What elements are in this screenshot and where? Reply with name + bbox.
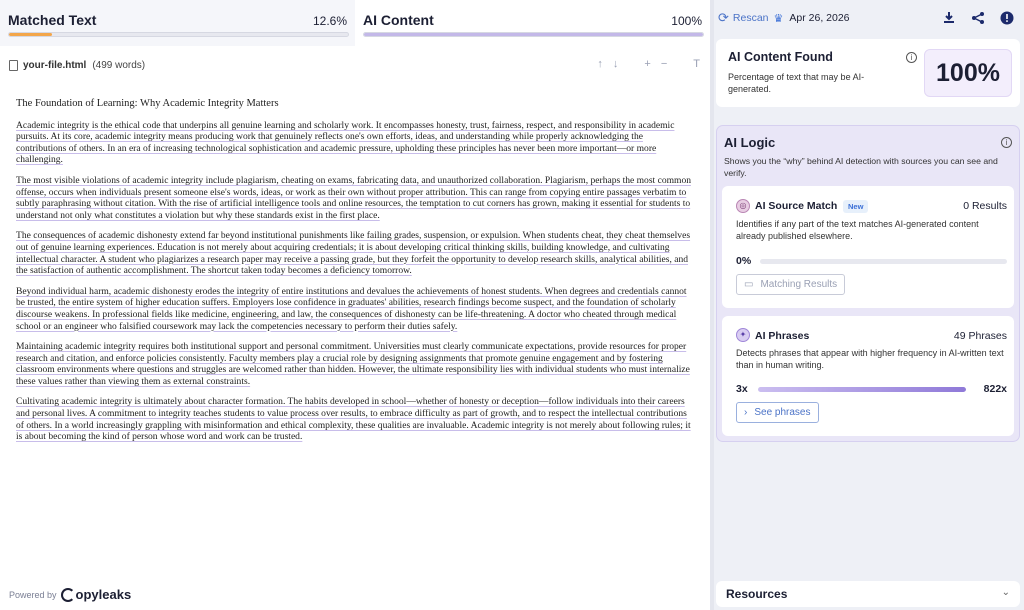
arrow-up-icon[interactable]: ↑ xyxy=(597,58,603,70)
download-icon[interactable] xyxy=(941,10,956,25)
document-paragraph: Academic integrity is the ethical code that underpins all genuine learning and scholarly work. It encompasses honesty, trust, fairness, respect, and responsibility in academic pursuits. At its core, academic integrity means producing work that genuinely reflects one's own efforts, ideas, and understanding while properly acknowledging the contributions of others. In an era of increasing technological sophistication and academic pressure, upholding these principles has never been more important—or more challenging. xyxy=(16,119,675,166)
file-icon xyxy=(9,60,18,71)
report-tabs xyxy=(0,0,710,46)
document-paragraph: Beyond individual harm, academic dishonesty erodes the integrity of entire institutions and devalues the achievements of honest students. When degrees and credentials cannot be trusted, the entire system of higher education suffers. Employers lose confidence in graduates' abilities, research findings become suspect, and the foundation of scholarly discourse weakens. In professional fields like medicine, engineering, and law, the consequences of dishonesty can be life-threatening. A doctor who cheated through medical school or an engineer who falsified coursework may lack the competencies necessary to perform their duties safely. xyxy=(16,285,687,332)
ai-logic-panel xyxy=(716,125,1020,442)
rescan-button[interactable]: Rescan xyxy=(732,12,769,24)
crown-icon: ♛ xyxy=(773,12,784,25)
see-phrases-label: See phrases xyxy=(754,407,811,418)
ai-score: 100% xyxy=(924,49,1012,97)
document-toolbar xyxy=(597,58,700,70)
alert-icon[interactable] xyxy=(999,10,1014,25)
phrases-icon: ✦ xyxy=(736,328,750,342)
file-word-count: (499 words) xyxy=(92,59,146,71)
copyleaks-logo-icon xyxy=(61,588,75,602)
topbar-actions xyxy=(941,10,1014,25)
tab-ai-percent: 100% xyxy=(671,14,702,28)
document-paragraph: Cultivating academic integrity is ultimately about character formation. The habits developed in school—whether of honesty or deception—follow individuals into their careers and personal lives. A commitment to integrity teaches students to value process over results, to embrace difficulty as part of growth, and to respect the intellectual contributions of others. In a world increasingly grappling with misinformation and ethical complexity, these qualities are invaluable. Academic integrity is not merely about following rules; it is about becoming the kind of person whose word and work can be trusted. xyxy=(16,396,691,443)
report-topbar xyxy=(714,0,1024,36)
tab-matched-title: Matched Text xyxy=(8,12,97,28)
document-content xyxy=(16,98,694,452)
scan-date: Apr 26, 2026 xyxy=(789,12,850,24)
share-icon[interactable] xyxy=(970,10,985,25)
document-paragraph: The consequences of academic dishonesty extend far beyond institutional punishments like failing grades, suspension, or expulsion. When students cheat, they cheat themselves out of genuine learning experiences. Education is not merely about acquiring credentials; it is about developing critical thinking skills, building knowledge, and cultivating intellectual character. A student who plagiarizes a research paper may receive a passing grade, but they forfeit the opportunity to develop research skills, analytical abilities, and the satisfaction of authentic accomplishment. The shortcut taken today becomes a deficiency tomorrow. xyxy=(16,230,691,277)
source-match-title: AI Source Match xyxy=(755,200,838,212)
ai-content-found-card xyxy=(716,39,1020,107)
text-size-icon[interactable]: T xyxy=(693,58,700,70)
ai-phrases-card xyxy=(722,316,1014,436)
source-match-icon: ◎ xyxy=(736,199,750,213)
phrases-frequency-bar xyxy=(758,387,966,392)
tab-matched-text[interactable] xyxy=(0,0,355,46)
copyleaks-logo[interactable] xyxy=(61,587,132,602)
source-match-percent: 0% xyxy=(736,255,752,267)
info-icon[interactable]: i xyxy=(906,52,917,63)
report-sidebar xyxy=(714,0,1024,610)
source-match-description: Identifies if any part of the text matches AI-generated content already published elsewhere. xyxy=(736,219,979,241)
powered-by-text: Powered by xyxy=(9,589,57,600)
phrases-count: 49 Phrases xyxy=(953,330,1007,342)
ai-found-description: Percentage of text that may be AI-generated. xyxy=(728,72,865,94)
chevron-right-icon: › xyxy=(744,407,748,418)
ai-found-title: AI Content Found xyxy=(728,50,833,64)
copyleaks-wordmark: opyleaks xyxy=(75,587,132,602)
powered-by xyxy=(9,587,131,602)
matched-progress-bar xyxy=(8,32,349,37)
ai-progress-fill xyxy=(364,33,703,36)
info-icon[interactable]: i xyxy=(1001,137,1012,148)
chevron-down-icon[interactable]: ⌄ xyxy=(1001,587,1010,598)
file-name: your-file.html xyxy=(23,59,87,71)
see-phrases-button[interactable] xyxy=(736,402,819,423)
ai-logic-description: Shows you the “why” behind AI detection with sources you can see and verify. xyxy=(724,156,998,178)
phrases-bar-end: 822x xyxy=(983,383,1007,395)
source-match-bar xyxy=(760,259,1007,264)
matched-progress-fill xyxy=(9,33,52,36)
phrases-bar-start: 3x xyxy=(736,383,748,395)
tab-ai-title: AI Content xyxy=(363,12,434,28)
resources-title: Resources xyxy=(726,587,788,601)
tab-matched-percent: 12.6% xyxy=(312,14,347,28)
matching-results-button[interactable] xyxy=(736,274,845,295)
rescan-icon[interactable]: ⟳ xyxy=(718,10,729,25)
ai-logic-title: AI Logic xyxy=(724,135,776,150)
document-title: The Foundation of Learning: Why Academic Integrity Matters xyxy=(16,98,279,109)
matching-results-label: Matching Results xyxy=(760,279,838,290)
plus-icon[interactable]: + xyxy=(644,58,651,70)
source-match-count: 0 Results xyxy=(963,200,1007,212)
ai-source-match-card xyxy=(722,186,1014,308)
document-paragraph: The most visible violations of academic integrity include plagiarism, cheating on exams, fabricating data, and unauthorized collaboration. Plagiarism, perhaps the most common offense, occurs when individuals present someone else's words, ideas, or work as their own without proper attribution. This can range from copying entire passages verbatim to subtly paraphrasing without citation. With the rise of artificial intelligence tools and online resources, the temptation to cut corners has grown, making it essential for students to understand not only what constitutes a violation but why these standards exist in the first place. xyxy=(16,174,691,221)
ai-progress-bar xyxy=(363,32,704,37)
phrases-title: AI Phrases xyxy=(755,330,810,342)
new-badge: New xyxy=(843,200,868,213)
arrow-down-icon[interactable]: ↓ xyxy=(612,58,619,70)
folder-icon: ▭ xyxy=(744,279,754,290)
minus-icon[interactable]: − xyxy=(660,58,668,70)
phrases-description: Detects phrases that appear with higher frequency in AI-written text than in human writing. xyxy=(736,348,1004,370)
resources-section[interactable] xyxy=(716,581,1020,607)
document-paragraph: Maintaining academic integrity requires both institutional support and personal commitment. Universities must clearly communicate expectations, provide resources for proper research and citation, and enforce policies consistently. Faculty members play a crucial role by designing assignments that promote genuine engagement and by fostering classroom environments where questions and struggles are welcomed rather than hidden. However, the ultimate responsibility lies with individual students who must internalize these values rather than viewing them as external constraints. xyxy=(16,341,690,387)
tab-ai-content[interactable] xyxy=(355,0,710,46)
phrases-frequency-fill xyxy=(758,387,966,392)
